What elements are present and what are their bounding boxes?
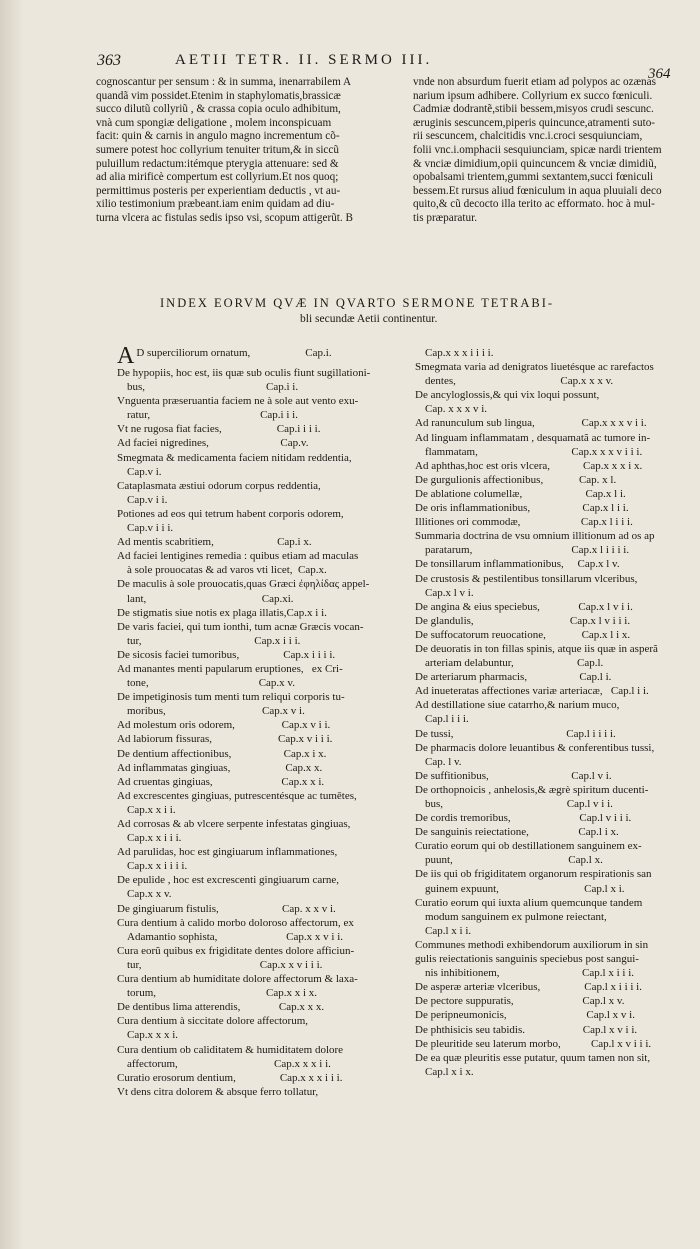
index-entry xyxy=(117,732,402,746)
index-entry xyxy=(117,831,402,845)
index-entry xyxy=(415,445,683,459)
index-entry xyxy=(117,845,402,859)
index-entry xyxy=(415,501,683,515)
index-entry-text: De glandulis, Cap.x l v i i i. xyxy=(415,614,631,627)
text-line: cognoscantur per sensum : & in summa, inenarrabilem A xyxy=(96,76,352,88)
index-entry-text: De gingiuarum fistulis, Cap. x x v i. xyxy=(117,902,336,915)
index-entry-text: De sanguinis reiectatione, Cap.l i x. xyxy=(415,826,619,839)
text-line: bessem.Et rursus aliud fœniculum in aqua pluuiali deco xyxy=(413,184,662,197)
index-entry-text: De deuoratis in ton fillas spinis, atque iis quæ in asperã xyxy=(415,642,658,655)
text-line: turna vlcera ac fistulas sedis ipso vsi, scopum attigerũt. B xyxy=(96,211,353,224)
index-right-column xyxy=(415,346,683,1079)
index-entry-text: Summaria doctrina de vsu omnium illitionum ad os ap xyxy=(415,530,655,543)
text-line: quandã vim possidet.Etenim in staphylomatis,brassicæ xyxy=(96,89,341,102)
index-entry-text: tone, Cap.x v. xyxy=(127,677,295,690)
index-entry xyxy=(415,712,683,726)
index-entry xyxy=(117,1071,402,1085)
index-entry xyxy=(117,563,402,577)
index-entry xyxy=(117,380,402,394)
index-entry-text: affectorum, Cap.x x x i i. xyxy=(127,1057,331,1070)
text-line: folii vnc.i.omphacii sesquiunciam, spicæ nardi trientem xyxy=(413,143,662,156)
index-entry xyxy=(117,986,402,1000)
index-entry xyxy=(415,698,683,712)
index-entry-text: Cap.l i i i. xyxy=(425,713,469,726)
index-entry xyxy=(117,521,402,535)
index-entry-text: Ad corrosas & ab vlcere serpente infestatas gingiuas, xyxy=(117,818,351,830)
index-entry-text: De peripneumonicis, Cap.l x v i. xyxy=(415,1009,635,1022)
index-entry xyxy=(117,704,402,718)
index-entry xyxy=(415,543,683,557)
initial-letter: A xyxy=(117,346,135,366)
index-title-line-1: INDEX EORVM QVÆ IN QVARTO SERMONE TETRABI- xyxy=(160,296,555,310)
index-entry xyxy=(117,592,402,606)
index-entry-text: De dentium affectionibus, Cap.x i x. xyxy=(117,747,327,760)
index-entry xyxy=(415,431,683,445)
index-entry xyxy=(415,839,683,853)
index-entry-text: De crustosis & pestilentibus tonsillarum vlceribus, xyxy=(415,572,638,585)
index-entry-text: De cordis tremoribus, Cap.l v i i i. xyxy=(415,812,632,825)
index-entry-text: Curatio eorum qui iuxta alium quemcunque tandem xyxy=(415,896,643,909)
index-entry xyxy=(415,924,683,938)
index-entry-text: De tussi, Cap.l i i i i. xyxy=(415,727,616,740)
index-entry xyxy=(415,867,683,881)
index-entry-text: Cap.x l v i. xyxy=(425,586,474,599)
index-entry-text: paratarum, Cap.x l i i i i. xyxy=(425,544,630,557)
index-entry xyxy=(415,882,683,896)
text-line: Cadmiæ dodrantẽ,stibii bessem,misyos crudi sescunc. xyxy=(413,103,654,116)
index-entry-text: lant, Cap.xi. xyxy=(127,592,294,605)
index-entry-text: Cap. x x x v i. xyxy=(425,403,488,416)
index-entry-text: torum, Cap.x x i x. xyxy=(127,987,318,1000)
index-entry xyxy=(117,747,402,761)
index-entry-text: Cap.x x x i. xyxy=(127,1029,179,1042)
index-entry xyxy=(117,1028,402,1042)
index-left-column xyxy=(117,346,402,1099)
index-entry xyxy=(415,487,683,501)
index-entry-text: Vnguenta præseruantia faciem ne à sole aut vento exu- xyxy=(117,395,359,408)
index-entry xyxy=(117,648,402,662)
index-entry xyxy=(117,1057,402,1071)
index-entry xyxy=(415,515,683,529)
index-entry-text: Cura dentium ab humiditate dolore affectorum & laxa- xyxy=(117,973,358,986)
index-entry xyxy=(117,887,402,901)
index-entry xyxy=(415,656,683,670)
index-entry-text: De ablatione columellæ, Cap.x l i. xyxy=(415,487,626,500)
index-entry-text: De suffitionibus, Cap.l v i. xyxy=(415,769,612,782)
index-entry xyxy=(117,817,402,831)
index-entry-text: De oris inflammationibus, Cap.x l i i. xyxy=(415,502,629,515)
index-entry-text: nis inhibitionem, Cap.l x i i i. xyxy=(425,967,634,980)
index-entry xyxy=(117,873,402,887)
index-entry-text: bus, Cap.i i. xyxy=(127,381,299,394)
index-entry-text: D superciliorum ornatum, Cap.i. xyxy=(136,347,332,359)
index-entry xyxy=(117,662,402,676)
index-entry xyxy=(415,557,683,571)
index-entry xyxy=(415,529,683,543)
text-line: vnà cum spongiæ deligatione , molem inconspicuam xyxy=(96,116,332,129)
index-entry xyxy=(415,952,683,966)
index-entry-text: flammatam, Cap.x x x v i i i. xyxy=(425,445,643,458)
index-entry-text: Cap.v i. xyxy=(127,465,162,478)
page-number-left: 363 xyxy=(97,52,121,69)
index-entry-text: Cap.x x i i i i. xyxy=(127,860,188,873)
page-gutter-shadow xyxy=(0,0,24,1249)
index-entry-text: Ad labiorum fissuras, Cap.x v i i i. xyxy=(117,733,333,746)
index-entry-text: De pectore suppuratis, Cap.l x v. xyxy=(415,995,625,1008)
index-entry xyxy=(415,966,683,980)
text-line: rii sescuncem, chalcitidis vnc.i.croci sesquiunciam, xyxy=(413,130,643,143)
index-entry xyxy=(117,549,402,563)
index-entry-text: Cap. l v. xyxy=(425,755,462,768)
index-entry-text: Cap.x x i i i. xyxy=(127,832,182,845)
index-entry xyxy=(117,535,402,549)
index-title-line-2: bli secundæ Aetii continentur. xyxy=(300,313,438,325)
index-entry-text: tur, Cap.x i i i. xyxy=(127,634,301,647)
index-entry xyxy=(117,1014,402,1028)
index-entry-text: De angina & eius speciebus, Cap.x l v i i. xyxy=(415,600,633,613)
index-title xyxy=(160,296,680,325)
index-entry xyxy=(415,994,683,1008)
index-entry-text: Cataplasmata æstiui odorum corpus reddentia, xyxy=(117,479,321,492)
index-entry xyxy=(117,859,402,873)
index-entry xyxy=(415,741,683,755)
top-text-right-column xyxy=(413,76,683,226)
index-entry xyxy=(415,797,683,811)
index-entry xyxy=(117,690,402,704)
index-entry-text: Ad destillatione siue catarrho,& narium muco, xyxy=(415,699,620,712)
index-entry-text: Cap.v i i. xyxy=(127,493,168,506)
index-entry-text: De impetiginosis tum menti tum reliqui corporis tu- xyxy=(117,691,345,704)
index-entry-text: Cap.x x v. xyxy=(127,888,172,901)
index-entry-text: De ancyloglossis,& qui vix loqui possunt, xyxy=(415,389,600,402)
index-entry-text: Ad mentis scabritiem, Cap.i x. xyxy=(117,536,312,549)
index-entry-text: à sole prouocatas & ad varos vti licet, Cap.x. xyxy=(127,564,327,577)
index-entry xyxy=(415,727,683,741)
index-entry xyxy=(117,436,402,450)
index-entry-text: Curatio eorum qui ob destillationem sanguinem ex- xyxy=(415,840,642,853)
text-line: permittimus posteris per experientiam deductis , vt au- xyxy=(96,184,341,197)
index-entry xyxy=(415,1051,683,1065)
index-entry xyxy=(415,755,683,769)
running-title: AETII TETR. II. SERMO III. xyxy=(175,52,433,68)
index-entry-text: Illitiones ori commodæ, Cap.x l i i i. xyxy=(415,516,633,529)
text-line: opobalsami trientem,gummi sextantem,succi fœniculi xyxy=(413,171,654,184)
index-entry xyxy=(415,572,683,586)
index-entry-text: ratur, Cap.i i i. xyxy=(127,409,298,422)
index-entry-text: De orthopnoicis , anhelosis,& ægrè spiritum ducenti- xyxy=(415,783,649,796)
index-entry-text: bus, Cap.l v i i. xyxy=(425,798,613,810)
index-entry-text: De phthisicis seu tabidis. Cap.l x v i i. xyxy=(415,1023,638,1036)
top-text-left-column xyxy=(96,76,396,226)
index-entry-text: Vt ne rugosa fiat facies, Cap.i i i i. xyxy=(117,423,321,436)
index-entry xyxy=(415,586,683,600)
text-line: & vnciæ dimidium,opii quincuncem & vnciæ dimidiũ, xyxy=(413,157,657,170)
text-line: ad alia mirificè compertum est collyrium.Et nos quoq; xyxy=(96,171,339,184)
index-entry xyxy=(117,902,402,916)
index-entry-text: De pharmacis dolore leuantibus & conferentibus tussi, xyxy=(415,741,655,754)
index-entry-text: guinem expuunt, Cap.l x i. xyxy=(425,882,625,895)
page-number-right: 364 xyxy=(648,66,671,82)
index-entry-text: Ad excrescentes gingiuas, putrescentésque ac tumētes, xyxy=(117,789,357,802)
index-entry xyxy=(415,416,683,430)
index-entry-text: Ad cruentas gingiuas, Cap.x x i. xyxy=(117,775,325,788)
index-entry-text: Potiones ad eos qui tetrum habent corporis odorem, xyxy=(117,507,344,520)
index-entry xyxy=(415,1023,683,1037)
index-entry xyxy=(415,853,683,867)
index-entry xyxy=(117,775,402,789)
index-entry xyxy=(117,606,402,620)
index-entry xyxy=(117,1043,402,1057)
index-entry-text: Ad inflammatas gingiuas, Cap.x x. xyxy=(117,761,323,774)
index-entry xyxy=(117,493,402,507)
index-entry-text: Cura eorũ quibus ex frigiditate dentes dolore afficiun- xyxy=(117,944,355,957)
index-entry xyxy=(415,614,683,628)
index-entry xyxy=(415,1008,683,1022)
index-entry xyxy=(415,374,683,388)
text-line: facit: quin & carnis in angulo magno incrementum cõ- xyxy=(96,130,340,143)
index-entry xyxy=(415,910,683,924)
index-entry xyxy=(415,346,683,360)
text-line: sumere potest hoc collyrium tenuiter tritum,& in siccũ xyxy=(96,143,339,156)
text-line: æruginis sescuncem,piperis quincunce,atramenti suto- xyxy=(413,116,656,129)
index-entry-text: Communes methodi exhibendorum auxiliorum in sin xyxy=(415,938,649,951)
index-entry-text: Cura dentium à calido morbo doloroso affectorum, ex xyxy=(117,916,354,929)
index-entry xyxy=(117,451,402,465)
index-entry xyxy=(415,896,683,910)
index-entry xyxy=(117,676,402,690)
index-entry xyxy=(117,507,402,521)
index-entry-text: Ad inueteratas affectiones variæ arteriacæ, Cap.l i i. xyxy=(415,685,649,698)
index-entry-text: Cap.l x i x. xyxy=(425,1065,474,1078)
text-line: xilio testimonium præbeant.iam enim quidam ad diu- xyxy=(96,198,335,211)
index-entry xyxy=(117,465,402,479)
index-entry-text: Smegmata varia ad denigratos liuetésque ac rarefactos xyxy=(415,361,654,374)
index-entry-text: modum sanguinem ex pulmone reiectant, xyxy=(425,910,607,923)
text-line: puluillum redactum:itémque pterygia attenuare: sed & xyxy=(96,157,339,170)
index-entry-text: Ad aphthas,hoc est oris vlcera, Cap.x x x i x. xyxy=(415,459,643,472)
index-entry xyxy=(117,394,402,408)
index-entry xyxy=(117,346,402,366)
index-entry xyxy=(117,718,402,732)
index-entry xyxy=(117,408,402,422)
index-entry xyxy=(415,600,683,614)
index-entry xyxy=(415,684,683,698)
index-entry xyxy=(117,958,402,972)
index-entry xyxy=(415,473,683,487)
index-entry-text: De arteriarum pharmacis, Cap.l i. xyxy=(415,671,612,684)
index-entry xyxy=(415,642,683,656)
index-entry xyxy=(415,459,683,473)
index-entry-text: Cura dentium ob caliditatem & humiditatem dolore xyxy=(117,1043,344,1056)
index-entry-text: De iis qui ob frigiditatem organorum respirationis san xyxy=(415,868,652,881)
index-entry xyxy=(117,1000,402,1014)
index-entry-text: De maculis à sole prouocatis,quas Græci ἐφηλίδας appel- xyxy=(117,578,370,591)
text-line: quito,& cũ decocto illa terito ac efformato. hoc à mul- xyxy=(413,198,655,211)
index-entry-text: De ea quæ pleuritis esse putatur, quum tamen non sit, xyxy=(415,1051,651,1064)
index-entry xyxy=(415,628,683,642)
index-entry-text: Ad faciei nigredines, Cap.v. xyxy=(117,437,309,450)
index-entry xyxy=(117,789,402,803)
index-entry xyxy=(415,1065,683,1079)
index-entry-text: De stigmatis siue notis ex plaga illatis,Cap.x i i. xyxy=(117,606,327,619)
index-entry xyxy=(117,972,402,986)
index-entry-text: De dentibus lima atterendis, Cap.x x x. xyxy=(117,1001,325,1014)
index-entry-text: Vt dens citra dolorem & absque ferro tollatur, xyxy=(117,1085,319,1098)
index-entry xyxy=(117,761,402,775)
index-entry xyxy=(117,1085,402,1099)
index-entry xyxy=(117,422,402,436)
index-entry xyxy=(117,366,402,380)
index-entry xyxy=(117,803,402,817)
index-entry-text: dentes, Cap.x x x v. xyxy=(425,375,614,388)
index-entry-text: De gurgulionis affectionibus, Cap. x l. xyxy=(415,473,617,486)
text-line: succo dilutũ collyriũ , & crassa copia oculo adhibitum, xyxy=(96,103,341,116)
index-entry-text: De hypopiis, hoc est, iis quæ sub oculis fiunt sugillationi- xyxy=(117,367,371,379)
index-entry-text: De tonsillarum inflammationibus, Cap.x l v. xyxy=(415,558,620,571)
index-entry xyxy=(415,783,683,797)
index-entry xyxy=(415,670,683,684)
index-entry-text: Ad molestum oris odorem, Cap.x v i i. xyxy=(117,719,331,732)
index-entry xyxy=(117,930,402,944)
index-entry-text: Ad faciei lentigines remedia : quibus etiam ad maculas xyxy=(117,550,359,563)
index-entry-text: arteriam delabuntur, Cap.l. xyxy=(425,657,604,670)
index-entry-text: tur, Cap.x x v i i i. xyxy=(127,958,323,971)
index-entry-text: puunt, Cap.l x. xyxy=(425,854,603,867)
index-entry-text: Cura dentium à siccitate dolore affectorum, xyxy=(117,1015,309,1028)
text-line: narium ipsum adhibere. Collyrium ex succo fœniculi. xyxy=(413,89,653,102)
index-entry-text: De suffocatorum reuocatione, Cap.x l i x. xyxy=(415,628,631,641)
index-entry xyxy=(117,944,402,958)
index-entry-text: Ad parulidas, hoc est gingiuarum inflammationes, xyxy=(117,846,338,859)
index-entry xyxy=(415,402,683,416)
index-entry-text: De pleuritide seu laterum morbo, Cap.l x v i i i. xyxy=(415,1037,652,1050)
index-entry xyxy=(415,769,683,783)
index-entry xyxy=(117,577,402,591)
index-entry xyxy=(415,1037,683,1051)
index-entry xyxy=(415,980,683,994)
index-entry-text: De sicosis faciei tumoribus, Cap.x i i i i. xyxy=(117,648,336,661)
index-entry-text: Adamantio sophista, Cap.x x v i i. xyxy=(127,930,344,943)
index-entry-text: moribus, Cap.x v i. xyxy=(127,705,305,718)
index-entry-text: De epulide , hoc est excrescenti gingiuarum carne, xyxy=(117,874,340,887)
index-entry xyxy=(117,916,402,930)
index-entry-text: Curatio erosorum dentium, Cap.x x x i i i. xyxy=(117,1071,343,1084)
text-line: vnde non absurdum fuerit etiam ad polypos ac ozænas xyxy=(413,76,656,88)
index-entry-text: Ad ranunculum sub lingua, Cap.x x x v i i. xyxy=(415,417,647,430)
index-entry xyxy=(117,634,402,648)
index-entry xyxy=(415,811,683,825)
index-entry-text: Smegmata & medicamenta faciem nitidam reddentia, xyxy=(117,451,352,464)
index-entry-text: Ad manantes menti papularum eruptiones, ex Cri- xyxy=(117,662,343,675)
index-entry xyxy=(117,479,402,493)
index-entry-text: Cap.x x x i i i i. xyxy=(425,347,494,359)
index-entry xyxy=(415,825,683,839)
index-entry xyxy=(415,938,683,952)
index-entry-text: Cap.v i i i. xyxy=(127,522,174,535)
index-entry xyxy=(415,388,683,402)
index-entry-text: Ad linguam inflammatam , desquamatã ac tumore in- xyxy=(415,431,651,444)
index-entry xyxy=(117,620,402,634)
index-entry-text: gulis reiectationis sanguinis speciebus post sangui- xyxy=(415,953,639,966)
index-entry-text: Cap.l x i i. xyxy=(425,924,472,937)
index-entry-text: De varis faciei, qui tum ionthi, tum acnæ Græcis vocan- xyxy=(117,620,364,633)
index-entry-text: De asperæ arteriæ vlceribus, Cap.l x i i i i. xyxy=(415,981,642,994)
index-entry xyxy=(415,360,683,374)
index-entry-text: Cap.x x i i. xyxy=(127,803,176,816)
text-line: tis præparatur. xyxy=(413,211,478,224)
